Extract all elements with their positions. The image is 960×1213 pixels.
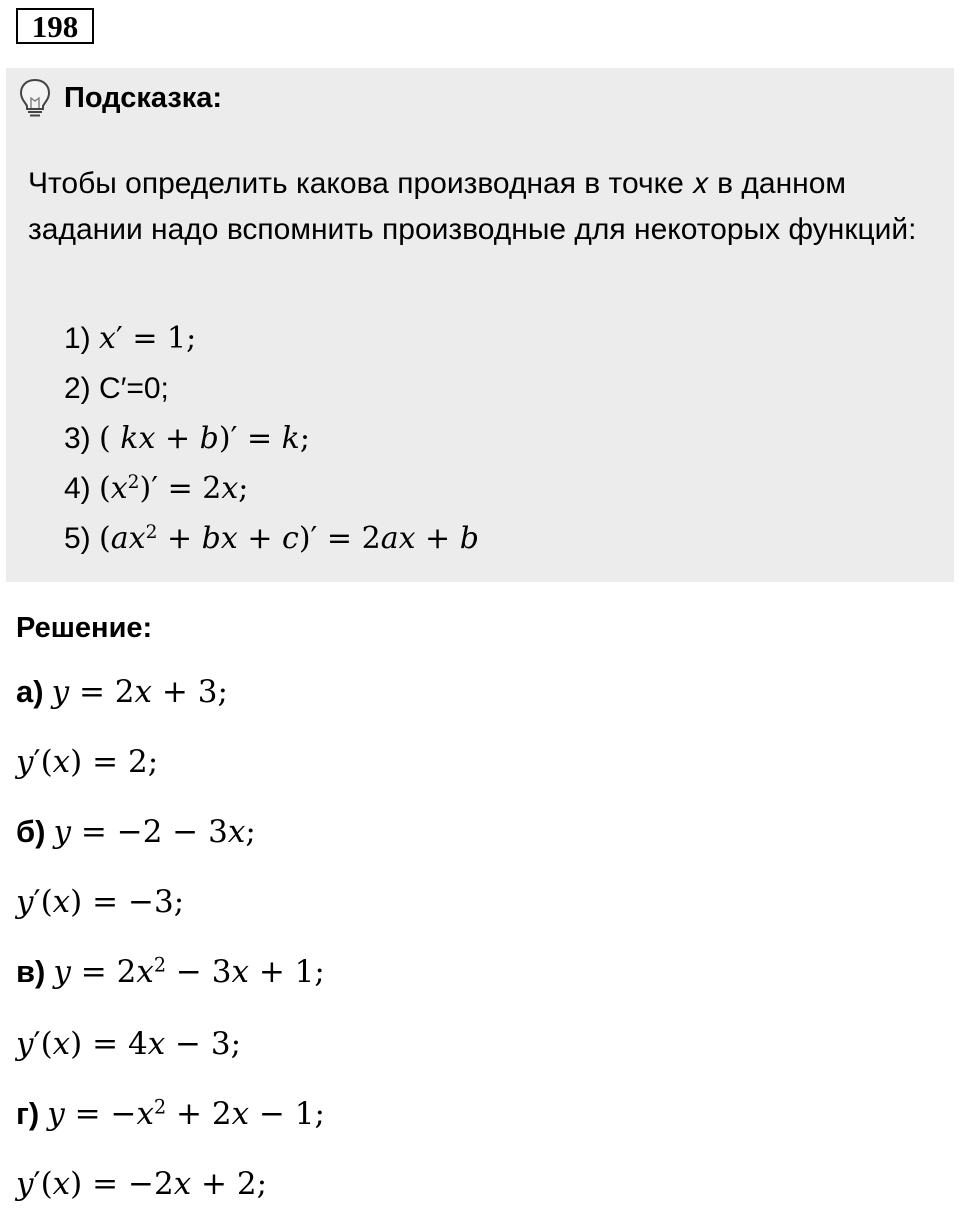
- problem-number: 198: [16, 8, 94, 44]
- rule-item: 4) $(x^2)' = 2x$;: [64, 471, 249, 506]
- hint-header: [18, 78, 222, 118]
- rule-item: 5) ($ax^2$ + bx + c)′ = 2ax + b: [64, 521, 479, 556]
- hint-text: Чтобы определить какова производная в точке 𝑥 в данном задании надо вспомнить производные для некоторых функций:: [28, 167, 917, 246]
- hint-title: Подсказка:: [64, 81, 223, 114]
- solution-derivative-v: y′(x) = 4x − 3;: [16, 1026, 242, 1062]
- solution-function-b: б) y = −2 − 3x;: [16, 814, 256, 850]
- rule-item: 1) x′ = 1;: [64, 321, 197, 356]
- solution-derivative-g: y′(x) = −2x + 2;: [16, 1166, 268, 1202]
- solution-function-a: а) y = 2x + 3;: [16, 674, 228, 710]
- hint-box: [6, 68, 954, 582]
- rule-item: 2) C′=0;: [64, 372, 169, 405]
- solution-function-v: в) $y = 2x^2 - 3x + 1$;: [16, 953, 325, 990]
- solution-title: Решение:: [16, 612, 153, 644]
- solution-function-g: г) $y = -x^2 + 2x - 1$;: [16, 1095, 325, 1132]
- solution-derivative-a: y′(x) = 2;: [16, 744, 159, 780]
- rule-item: 3) ( kx + b)′ = k;: [64, 421, 310, 456]
- lightbulb-icon: [18, 78, 52, 118]
- solution-derivative-b: y′(x) = −3;: [16, 884, 185, 920]
- derivative-rules-list: [64, 314, 479, 564]
